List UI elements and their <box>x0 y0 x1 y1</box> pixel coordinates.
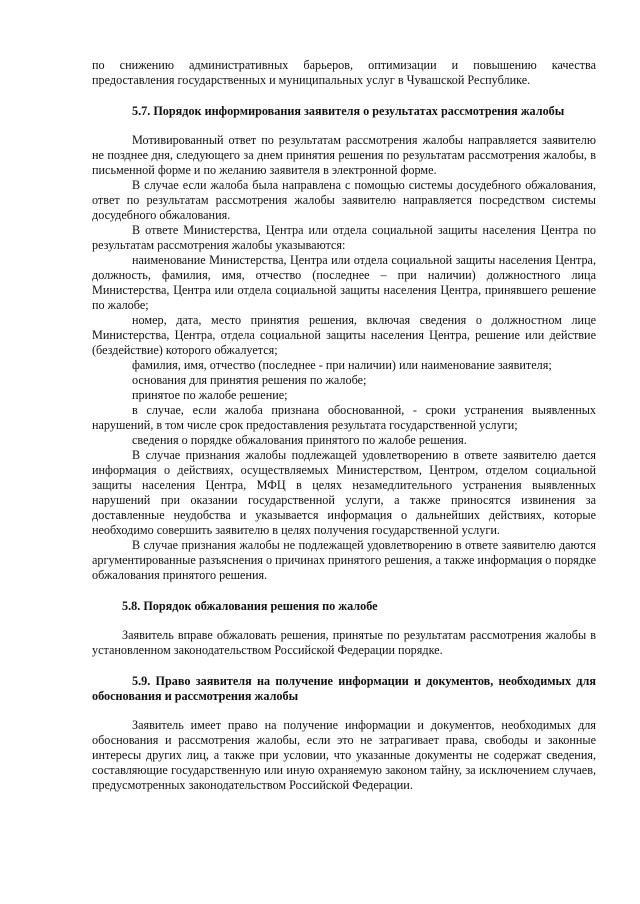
section-5-7-paragraph: В ответе Министерства, Центра или отдела социальной защиты населения Центра по результатам рассмотрения жалобы указываются: <box>92 223 596 252</box>
section-5-7-list-item: принятое по жалобе решение; <box>132 388 288 402</box>
spacer <box>92 704 596 718</box>
section-5-7-paragraph: В случае признания жалобы подлежащей удовлетворению в ответе заявителю дается информация о действиях, осуществляемых Министерством, Центром, отделом социальной защиты населения Центра, МФЦ в целях незамедлительного устранения выявленных нарушений при оказании государственной услуги, а также приносятся извинения за доставленные неудобства и указывается информация о дальнейших действиях, которые необходимо совершить заявителю в целях получения государственной услуги. <box>92 448 596 537</box>
spacer <box>92 88 596 104</box>
section-5-7-list-item: основания для принятия решения по жалобе; <box>132 373 367 387</box>
section-5-7-list-item: в случае, если жалоба признана обоснованной, - сроки устранения выявленных нарушений, в том числе срок предоставления результата государственной услуги; <box>92 403 596 432</box>
section-5-8-heading: 5.8. Порядок обжалования решения по жалобе <box>122 599 378 613</box>
spacer <box>92 119 596 133</box>
section-5-7-paragraph: Мотивированный ответ по результатам рассмотрения жалобы направляется заявителю не позднее дня, следующего за днем принятия решения по результатам рассмотрения жалобы, в письменной форме и по желанию заявителя в электронной форме. <box>92 133 596 177</box>
section-5-7-paragraph: В случае если жалоба была направлена с помощью системы досудебного обжалования, ответ по результатам рассмотрения жалобы заявителю направляется посредством системы досудебного обжалования. <box>92 178 596 222</box>
intro-continuation: по снижению административных барьеров, оптимизации и повышению качества предоставления государственных и муниципальных услуг в Чувашской Республике. <box>92 58 596 87</box>
section-5-9-paragraph: Заявитель имеет право на получение информации и документов, необходимых для обоснования и рассмотрения жалобы, если это не затрагивает права, свободы и законные интересы других лиц, а также при условии, что указанные документы не содержат сведения, составляющие государственную или иную охраняемую законом тайну, за исключением случаев, предусмотренных законодательством Российской Федерации. <box>92 718 596 792</box>
section-5-7-list-item: фамилия, имя, отчество (последнее - при наличии) или наименование заявителя; <box>132 358 552 372</box>
section-5-7-list-item: наименование Министерства, Центра или отдела социальной защиты населения Центра, должность, фамилия, имя, отчество (последнее – при наличии) должностного лица Министерства, Центра или отдела социальной защиты населения Центра, принявшего решение по жалобе; <box>92 253 596 312</box>
section-5-7-paragraph: В случае признания жалобы не подлежащей удовлетворению в ответе заявителю даются аргументированные разъяснения о причинах принятого решения, а также информация о порядке обжалования принятого решения. <box>92 538 596 582</box>
section-5-8-paragraph: Заявитель вправе обжаловать решения, принятые по результатам рассмотрения жалобы в установленном законодательством Российской Федерации порядке. <box>92 628 596 657</box>
section-5-7-list-item: номер, дата, место принятия решения, включая сведения о должностном лице Министерства, Центра, отдела социальной защиты населения Центра, решение или действие (бездействие) которого обжалуется; <box>92 313 596 357</box>
spacer <box>92 583 596 599</box>
section-5-7-list-item: сведения о порядке обжалования принятого по жалобе решения. <box>132 433 467 447</box>
spacer <box>92 614 596 628</box>
section-5-7-heading: 5.7. Порядок информирования заявителя о результатах рассмотрения жалобы <box>132 104 565 118</box>
section-5-9-heading: 5.9. Право заявителя на получение информации и документов, необходимых для обоснования и рассмотрения жалобы <box>92 674 596 703</box>
spacer <box>92 658 596 674</box>
